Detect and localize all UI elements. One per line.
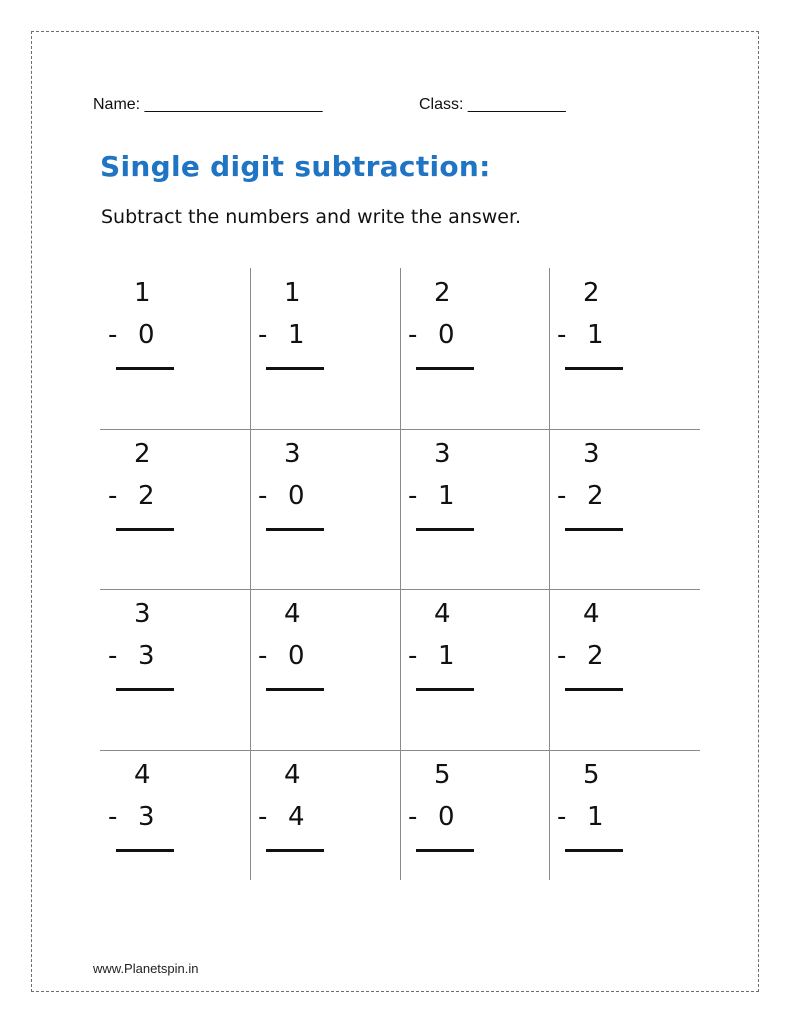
minus-sign: - — [557, 641, 567, 671]
answer-line[interactable] — [266, 688, 324, 691]
class-field-label: Class: ___________ — [419, 96, 566, 113]
subtrahend: 1 — [587, 320, 604, 350]
minuend: 1 — [284, 278, 301, 308]
subtraction-problem — [549, 750, 699, 911]
subtraction-problem — [100, 268, 250, 429]
answer-line[interactable] — [116, 367, 174, 370]
minuend: 5 — [583, 760, 600, 790]
subtraction-problem — [549, 589, 699, 750]
minuend: 3 — [134, 599, 151, 629]
answer-line[interactable] — [116, 528, 174, 531]
minus-sign: - — [408, 481, 418, 511]
minuend: 3 — [434, 439, 451, 469]
subtrahend: 1 — [438, 481, 455, 511]
subtraction-problem — [549, 268, 699, 429]
minus-sign: - — [108, 802, 118, 832]
minus-sign: - — [408, 320, 418, 350]
subtraction-problem — [100, 589, 250, 750]
answer-line[interactable] — [116, 688, 174, 691]
minuend: 2 — [583, 278, 600, 308]
minuend: 4 — [134, 760, 151, 790]
footer-website: www.Planetspin.in — [93, 961, 199, 976]
minuend: 4 — [284, 599, 301, 629]
minuend: 4 — [583, 599, 600, 629]
answer-line[interactable] — [565, 367, 623, 370]
answer-line[interactable] — [565, 528, 623, 531]
minuend: 2 — [134, 439, 151, 469]
minuend: 3 — [284, 439, 301, 469]
answer-line[interactable] — [416, 528, 474, 531]
minus-sign: - — [258, 802, 268, 832]
subtraction-problem — [250, 268, 400, 429]
subtraction-problem — [400, 750, 550, 911]
answer-line[interactable] — [266, 849, 324, 852]
problem-grid — [100, 268, 700, 880]
answer-line[interactable] — [416, 849, 474, 852]
answer-line[interactable] — [565, 688, 623, 691]
minuend: 4 — [434, 599, 451, 629]
subtrahend: 1 — [587, 802, 604, 832]
subtraction-problem — [250, 589, 400, 750]
subtrahend: 0 — [288, 481, 305, 511]
minus-sign: - — [557, 481, 567, 511]
name-field-label: Name: ____________________ — [93, 96, 323, 113]
subtrahend: 2 — [138, 481, 155, 511]
subtrahend: 4 — [288, 802, 305, 832]
minuend: 3 — [583, 439, 600, 469]
subtrahend: 0 — [138, 320, 155, 350]
subtraction-problem — [400, 589, 550, 750]
minus-sign: - — [108, 641, 118, 671]
minuend: 2 — [434, 278, 451, 308]
minus-sign: - — [108, 481, 118, 511]
subtrahend: 1 — [438, 641, 455, 671]
minus-sign: - — [258, 641, 268, 671]
subtrahend: 2 — [587, 641, 604, 671]
worksheet-title: Single digit subtraction: — [100, 150, 491, 183]
instruction-text: Subtract the numbers and write the answer. — [101, 206, 522, 228]
minus-sign: - — [408, 802, 418, 832]
answer-line[interactable] — [416, 688, 474, 691]
answer-line[interactable] — [565, 849, 623, 852]
minus-sign: - — [108, 320, 118, 350]
subtrahend: 0 — [438, 320, 455, 350]
subtrahend: 0 — [288, 641, 305, 671]
minus-sign: - — [557, 320, 567, 350]
minuend: 5 — [434, 760, 451, 790]
subtrahend: 3 — [138, 641, 155, 671]
answer-line[interactable] — [266, 528, 324, 531]
answer-line[interactable] — [416, 367, 474, 370]
minuend: 1 — [134, 278, 151, 308]
subtrahend: 0 — [438, 802, 455, 832]
subtraction-problem — [100, 750, 250, 911]
minuend: 4 — [284, 760, 301, 790]
subtraction-problem — [400, 429, 550, 590]
subtrahend: 3 — [138, 802, 155, 832]
subtraction-problem — [250, 429, 400, 590]
minus-sign: - — [557, 802, 567, 832]
minus-sign: - — [258, 481, 268, 511]
subtraction-problem — [250, 750, 400, 911]
subtraction-problem — [100, 429, 250, 590]
minus-sign: - — [408, 641, 418, 671]
subtraction-problem — [549, 429, 699, 590]
minus-sign: - — [258, 320, 268, 350]
subtrahend: 1 — [288, 320, 305, 350]
subtraction-problem — [400, 268, 550, 429]
answer-line[interactable] — [266, 367, 324, 370]
subtrahend: 2 — [587, 481, 604, 511]
answer-line[interactable] — [116, 849, 174, 852]
